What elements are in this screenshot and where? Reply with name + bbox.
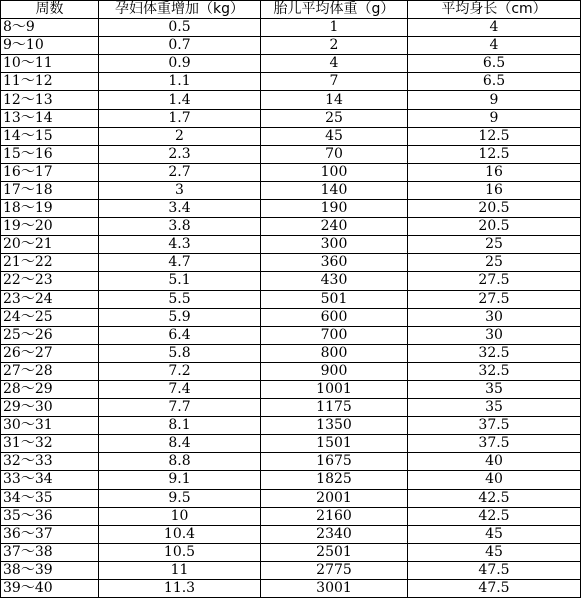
cell-week: 36～37 <box>1 525 99 543</box>
cell-fetal-weight: 800 <box>261 344 408 362</box>
cell-fetal-weight: 1825 <box>261 471 408 489</box>
cell-week: 13～14 <box>1 109 99 127</box>
table-row <box>1 362 581 380</box>
table-row <box>1 344 581 362</box>
header-row <box>1 1 581 19</box>
cell-week: 17～18 <box>1 181 99 199</box>
cell-week: 9～10 <box>1 37 99 55</box>
cell-length: 12.5 <box>408 127 581 145</box>
cell-weight-gain: 10 <box>99 507 261 525</box>
cell-fetal-weight: 1175 <box>261 399 408 417</box>
cell-week: 20～21 <box>1 236 99 254</box>
cell-week: 37～38 <box>1 543 99 561</box>
table-row <box>1 453 581 471</box>
table-row <box>1 580 581 598</box>
table-row <box>1 326 581 344</box>
table-header <box>1 1 581 19</box>
table-row <box>1 163 581 181</box>
cell-fetal-weight: 7 <box>261 73 408 91</box>
table-row <box>1 507 581 525</box>
cell-fetal-weight: 430 <box>261 272 408 290</box>
header-weight-gain: 孕妇体重增加（kg） <box>99 1 261 19</box>
cell-length: 37.5 <box>408 417 581 435</box>
table-row <box>1 417 581 435</box>
table-row <box>1 561 581 579</box>
header-length: 平均身长（cm） <box>408 1 581 19</box>
cell-weight-gain: 7.7 <box>99 399 261 417</box>
table-row <box>1 73 581 91</box>
cell-fetal-weight: 900 <box>261 362 408 380</box>
table-row <box>1 37 581 55</box>
cell-weight-gain: 3 <box>99 181 261 199</box>
header-week: 周数 <box>1 1 99 19</box>
cell-length: 9 <box>408 91 581 109</box>
table-row <box>1 471 581 489</box>
table-row <box>1 181 581 199</box>
cell-weight-gain: 5.9 <box>99 308 261 326</box>
cell-fetal-weight: 1 <box>261 19 408 37</box>
cell-fetal-weight: 100 <box>261 163 408 181</box>
table-row <box>1 218 581 236</box>
cell-weight-gain: 1.7 <box>99 109 261 127</box>
cell-fetal-weight: 4 <box>261 55 408 73</box>
cell-fetal-weight: 300 <box>261 236 408 254</box>
cell-week: 12～13 <box>1 91 99 109</box>
cell-weight-gain: 2.7 <box>99 163 261 181</box>
cell-week: 38～39 <box>1 561 99 579</box>
cell-week: 15～16 <box>1 145 99 163</box>
cell-week: 24～25 <box>1 308 99 326</box>
cell-weight-gain: 5.5 <box>99 290 261 308</box>
table-row <box>1 489 581 507</box>
cell-weight-gain: 3.8 <box>99 218 261 236</box>
cell-fetal-weight: 240 <box>261 218 408 236</box>
cell-week: 33～34 <box>1 471 99 489</box>
cell-fetal-weight: 3001 <box>261 580 408 598</box>
table-row <box>1 91 581 109</box>
table-row <box>1 200 581 218</box>
table-row <box>1 525 581 543</box>
header-fetal-weight: 胎儿平均体重（g） <box>261 1 408 19</box>
cell-weight-gain: 0.7 <box>99 37 261 55</box>
cell-fetal-weight: 2340 <box>261 525 408 543</box>
cell-fetal-weight: 140 <box>261 181 408 199</box>
cell-length: 16 <box>408 163 581 181</box>
cell-week: 21～22 <box>1 254 99 272</box>
cell-weight-gain: 5.1 <box>99 272 261 290</box>
table-row <box>1 380 581 398</box>
cell-length: 35 <box>408 380 581 398</box>
cell-length: 6.5 <box>408 73 581 91</box>
cell-length: 16 <box>408 181 581 199</box>
cell-fetal-weight: 14 <box>261 91 408 109</box>
cell-fetal-weight: 600 <box>261 308 408 326</box>
cell-weight-gain: 11 <box>99 561 261 579</box>
cell-fetal-weight: 25 <box>261 109 408 127</box>
cell-length: 40 <box>408 471 581 489</box>
cell-week: 16～17 <box>1 163 99 181</box>
cell-fetal-weight: 2 <box>261 37 408 55</box>
cell-fetal-weight: 1501 <box>261 435 408 453</box>
cell-week: 28～29 <box>1 380 99 398</box>
cell-week: 22～23 <box>1 272 99 290</box>
cell-weight-gain: 10.5 <box>99 543 261 561</box>
cell-week: 25～26 <box>1 326 99 344</box>
cell-length: 37.5 <box>408 435 581 453</box>
cell-week: 8～9 <box>1 19 99 37</box>
cell-fetal-weight: 2160 <box>261 507 408 525</box>
table-row <box>1 308 581 326</box>
cell-week: 32～33 <box>1 453 99 471</box>
cell-week: 18～19 <box>1 200 99 218</box>
cell-week: 39～40 <box>1 580 99 598</box>
cell-week: 14～15 <box>1 127 99 145</box>
cell-weight-gain: 7.2 <box>99 362 261 380</box>
cell-length: 30 <box>408 308 581 326</box>
table-row <box>1 145 581 163</box>
cell-weight-gain: 8.4 <box>99 435 261 453</box>
cell-weight-gain: 4.3 <box>99 236 261 254</box>
table-row <box>1 236 581 254</box>
cell-week: 31～32 <box>1 435 99 453</box>
table-row <box>1 254 581 272</box>
cell-weight-gain: 3.4 <box>99 200 261 218</box>
cell-length: 45 <box>408 525 581 543</box>
cell-weight-gain: 4.7 <box>99 254 261 272</box>
cell-length: 4 <box>408 19 581 37</box>
cell-length: 12.5 <box>408 145 581 163</box>
cell-length: 6.5 <box>408 55 581 73</box>
cell-weight-gain: 1.1 <box>99 73 261 91</box>
cell-week: 11～12 <box>1 73 99 91</box>
cell-fetal-weight: 360 <box>261 254 408 272</box>
cell-length: 42.5 <box>408 507 581 525</box>
cell-length: 42.5 <box>408 489 581 507</box>
cell-length: 25 <box>408 236 581 254</box>
cell-week: 19～20 <box>1 218 99 236</box>
cell-weight-gain: 5.8 <box>99 344 261 362</box>
table-row <box>1 272 581 290</box>
cell-length: 40 <box>408 453 581 471</box>
table-row <box>1 109 581 127</box>
cell-length: 27.5 <box>408 290 581 308</box>
cell-weight-gain: 8.8 <box>99 453 261 471</box>
cell-length: 9 <box>408 109 581 127</box>
cell-fetal-weight: 2001 <box>261 489 408 507</box>
cell-weight-gain: 11.3 <box>99 580 261 598</box>
table-row <box>1 19 581 37</box>
cell-length: 30 <box>408 326 581 344</box>
cell-length: 32.5 <box>408 344 581 362</box>
cell-length: 47.5 <box>408 561 581 579</box>
cell-fetal-weight: 45 <box>261 127 408 145</box>
table-row <box>1 543 581 561</box>
cell-weight-gain: 1.4 <box>99 91 261 109</box>
cell-week: 35～36 <box>1 507 99 525</box>
cell-week: 23～24 <box>1 290 99 308</box>
cell-weight-gain: 9.5 <box>99 489 261 507</box>
cell-length: 27.5 <box>408 272 581 290</box>
cell-weight-gain: 9.1 <box>99 471 261 489</box>
cell-weight-gain: 0.5 <box>99 19 261 37</box>
cell-length: 35 <box>408 399 581 417</box>
cell-week: 29～30 <box>1 399 99 417</box>
cell-fetal-weight: 2775 <box>261 561 408 579</box>
cell-fetal-weight: 1675 <box>261 453 408 471</box>
table-row <box>1 127 581 145</box>
cell-weight-gain: 10.4 <box>99 525 261 543</box>
cell-weight-gain: 0.9 <box>99 55 261 73</box>
cell-fetal-weight: 70 <box>261 145 408 163</box>
table-row <box>1 435 581 453</box>
cell-length: 45 <box>408 543 581 561</box>
table-body <box>1 19 581 598</box>
cell-week: 27～28 <box>1 362 99 380</box>
cell-weight-gain: 6.4 <box>99 326 261 344</box>
cell-week: 30～31 <box>1 417 99 435</box>
cell-length: 25 <box>408 254 581 272</box>
cell-length: 20.5 <box>408 200 581 218</box>
cell-weight-gain: 8.1 <box>99 417 261 435</box>
cell-length: 32.5 <box>408 362 581 380</box>
cell-weight-gain: 7.4 <box>99 380 261 398</box>
table-row <box>1 55 581 73</box>
cell-length: 47.5 <box>408 580 581 598</box>
cell-fetal-weight: 501 <box>261 290 408 308</box>
cell-fetal-weight: 700 <box>261 326 408 344</box>
cell-fetal-weight: 1001 <box>261 380 408 398</box>
cell-length: 20.5 <box>408 218 581 236</box>
table-row <box>1 290 581 308</box>
cell-week: 34～35 <box>1 489 99 507</box>
cell-length: 4 <box>408 37 581 55</box>
cell-week: 26～27 <box>1 344 99 362</box>
cell-fetal-weight: 1350 <box>261 417 408 435</box>
cell-fetal-weight: 190 <box>261 200 408 218</box>
table-row <box>1 399 581 417</box>
cell-fetal-weight: 2501 <box>261 543 408 561</box>
cell-weight-gain: 2.3 <box>99 145 261 163</box>
cell-weight-gain: 2 <box>99 127 261 145</box>
cell-week: 10～11 <box>1 55 99 73</box>
